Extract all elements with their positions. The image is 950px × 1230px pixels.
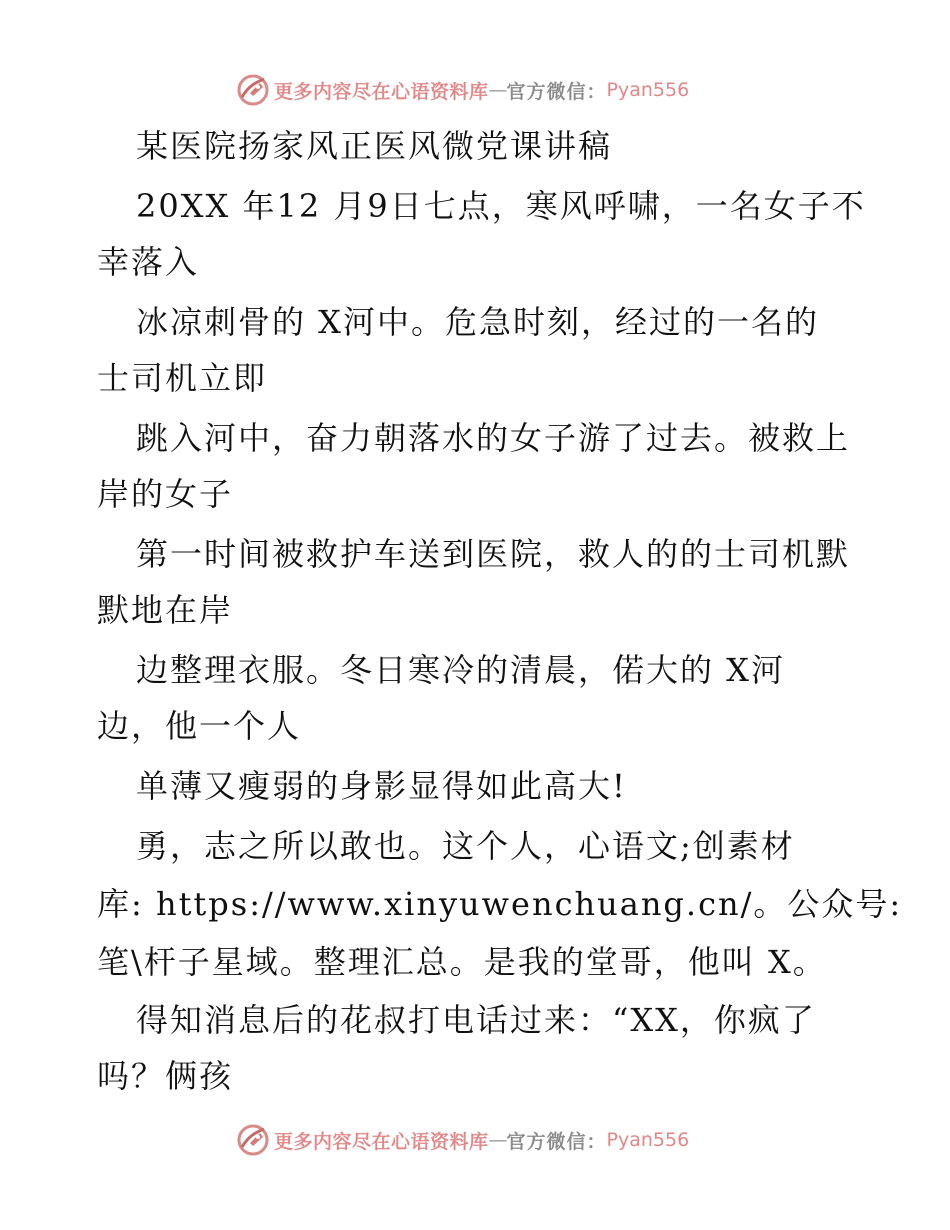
watermark-text: 更多内容尽在心语资料库 xyxy=(274,1130,489,1153)
header-watermark xyxy=(236,72,689,108)
watermark-official-label: 官方微信： xyxy=(506,1130,607,1153)
watermark-dash: — xyxy=(488,1129,507,1151)
paragraph-line: 默地在岸 xyxy=(97,591,234,629)
footer-watermark xyxy=(236,1122,689,1158)
paragraph-line: 得知消息后的花叔打电话过来：“XX，你疯了 xyxy=(136,1001,816,1039)
watermark-dash: — xyxy=(488,79,507,101)
paragraph-line: 边整理衣服。冬日寒冷的清晨，偌大的 X河 xyxy=(136,651,785,689)
watermark-wechat-id: Pyan556 xyxy=(606,1129,690,1151)
document-title: 某医院扬家风正医风微党课讲稿 xyxy=(136,127,613,165)
paragraph-line: 笔\杆子星域。整理汇总。是我的堂哥，他叫 X。 xyxy=(97,943,827,981)
paragraph-line: 冰凉刺骨的 X河中。危急时刻，经过的一名的 xyxy=(136,303,819,341)
pen-nib-circle-icon xyxy=(236,73,270,107)
paragraph-line: 库: https://www.xinyuwenchuang.cn/。公众号: xyxy=(97,885,903,923)
paragraph-line: 单薄又瘦弱的身影显得如此高大! xyxy=(136,767,627,805)
paragraph-line: 士司机立即 xyxy=(97,359,268,397)
pen-nib-circle-icon xyxy=(236,1123,270,1157)
paragraph-line: 20XX 年12 月9日七点，寒风呼啸，一名女子不 xyxy=(136,187,866,225)
paragraph-line: 幸落入 xyxy=(97,243,200,281)
watermark-wechat-id: Pyan556 xyxy=(606,79,690,101)
paragraph-line: 边，他一个人 xyxy=(97,707,302,745)
paragraph-line: 勇，志之所以敢也。这个人，心语文;创素材 xyxy=(136,827,795,865)
paragraph-line: 吗？俩孩 xyxy=(97,1057,234,1095)
paragraph-line: 跳入河中，奋力朝落水的女子游了过去。被救上 xyxy=(136,419,851,457)
watermark-official-label: 官方微信： xyxy=(506,80,607,103)
watermark-text: 更多内容尽在心语资料库 xyxy=(274,80,489,103)
paragraph-line: 岸的女子 xyxy=(97,475,234,513)
paragraph-line: 第一时间被救护车送到医院，救人的的士司机默 xyxy=(136,535,851,573)
